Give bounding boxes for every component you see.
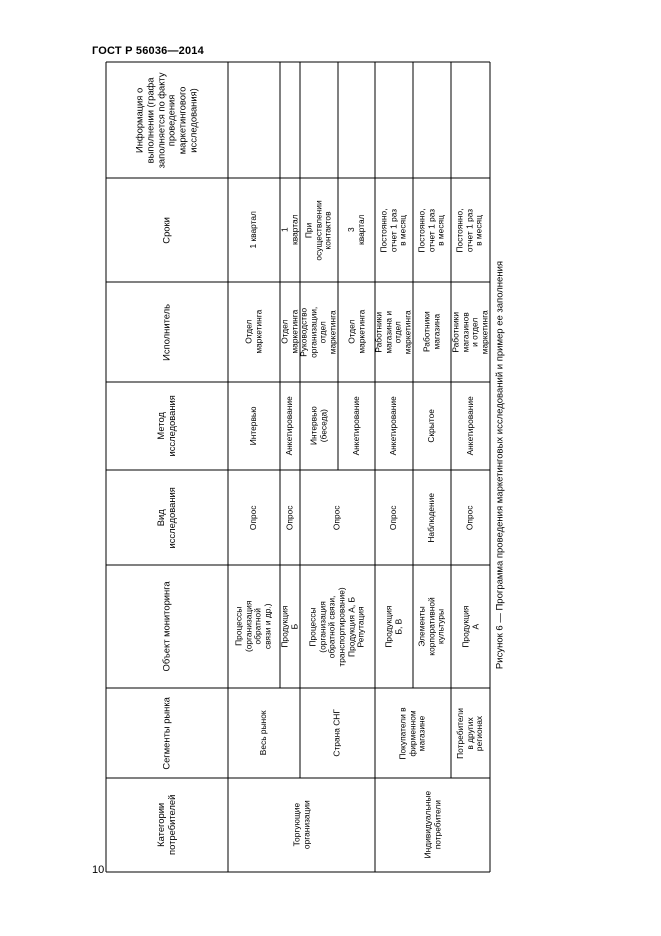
executor-marketing-2: Отдел маркетинга [279,310,299,354]
method-questionnaire-2: Анкетирование [350,396,361,456]
type-survey-2: Опрос [284,505,295,530]
term-q1-2: 1 квартал [279,214,300,246]
method-questionnaire-4: Анкетирование [464,396,475,456]
executor-management: Руководство организации, отдел маркетинга [298,306,338,358]
type-survey-1: Опрос [248,505,259,530]
group-individuals: Индивидуальные потребители [421,791,442,859]
term-q3: 3 квартал [345,214,366,246]
type-survey-5: Опрос [464,505,475,530]
segment-other-regions: Потребители в других регионах [455,707,485,759]
object-processes-feedback: Процессы (организация обратной связи и др.) [233,600,273,653]
header-object: Объект мониторинга [160,581,172,672]
type-observation: Наблюдение [426,492,437,543]
term-monthly-1: Постоянно, отчет 1 раз в месяц [378,207,408,253]
segment-whole-market: Весь рынок [258,710,269,756]
method-questionnaire-3: Анкетирование [388,396,399,456]
segment-cis: Страна СНГ [331,709,342,757]
executor-shops-and-marketing: Работники магазинов и отдел маркетинга [450,310,490,354]
method-questionnaire-1: Анкетирование [284,396,295,456]
method-interview-talk: Интервью (беседа) [308,406,329,446]
term-monthly-3: Постоянно, отчет 1 раз в месяц [455,207,485,253]
header-info: Информация о выполнении (графа заполняется по факту проведения маркетингового исследования) [133,72,199,168]
group-trade-organisations: Торгующие организации [290,800,311,850]
header-categories: Категории потребителей [155,794,177,856]
method-interview: Интервью [248,406,259,446]
object-product-b: Продукция Б [279,605,299,648]
term-on-contact: При осуществлении контактов [303,199,333,261]
term-q1-1: 1 квартал [248,211,259,249]
header-segments: Сегменты рынка [160,696,172,770]
executor-marketing-3: Отдел маркетинга [345,310,366,354]
header-terms: Сроки [160,216,172,244]
page-number: 10 [92,864,105,876]
header-method: Метод исследования [155,395,177,457]
object-corporate-culture: Элементы корпоративной культуры [416,597,446,656]
object-product-a: Продукция А [459,605,480,648]
figure-caption: Рисунок 6 — Программа проведения маркетинговых исследований и пример ее заполнения [494,260,506,670]
type-survey-4: Опрос [388,505,399,530]
executor-marketing-1: Отдел маркетинга [243,310,263,354]
executor-shop-workers: Работники магазина [421,311,441,353]
type-survey-3: Опрос [331,505,342,530]
header-executor: Исполнитель [160,303,172,361]
header-type: Вид исследования [155,486,177,549]
term-monthly-2: Постоянно, отчет 1 раз в месяц [416,207,446,253]
object-product-b-v: Продукция Б, В [383,605,403,648]
document-code: ГОСТ Р 56036—2014 [92,45,204,57]
executor-shop-and-marketing: Работники магазина и отдел маркетинга [373,310,413,354]
object-processes-reputation: Процессы (организация обратной связи, транспортирование) Продукция А, Б Репутация [307,586,366,667]
segment-shop-buyers: Покупатели в фирменном магазине [397,706,427,760]
method-hidden: Скрытое [426,409,437,443]
